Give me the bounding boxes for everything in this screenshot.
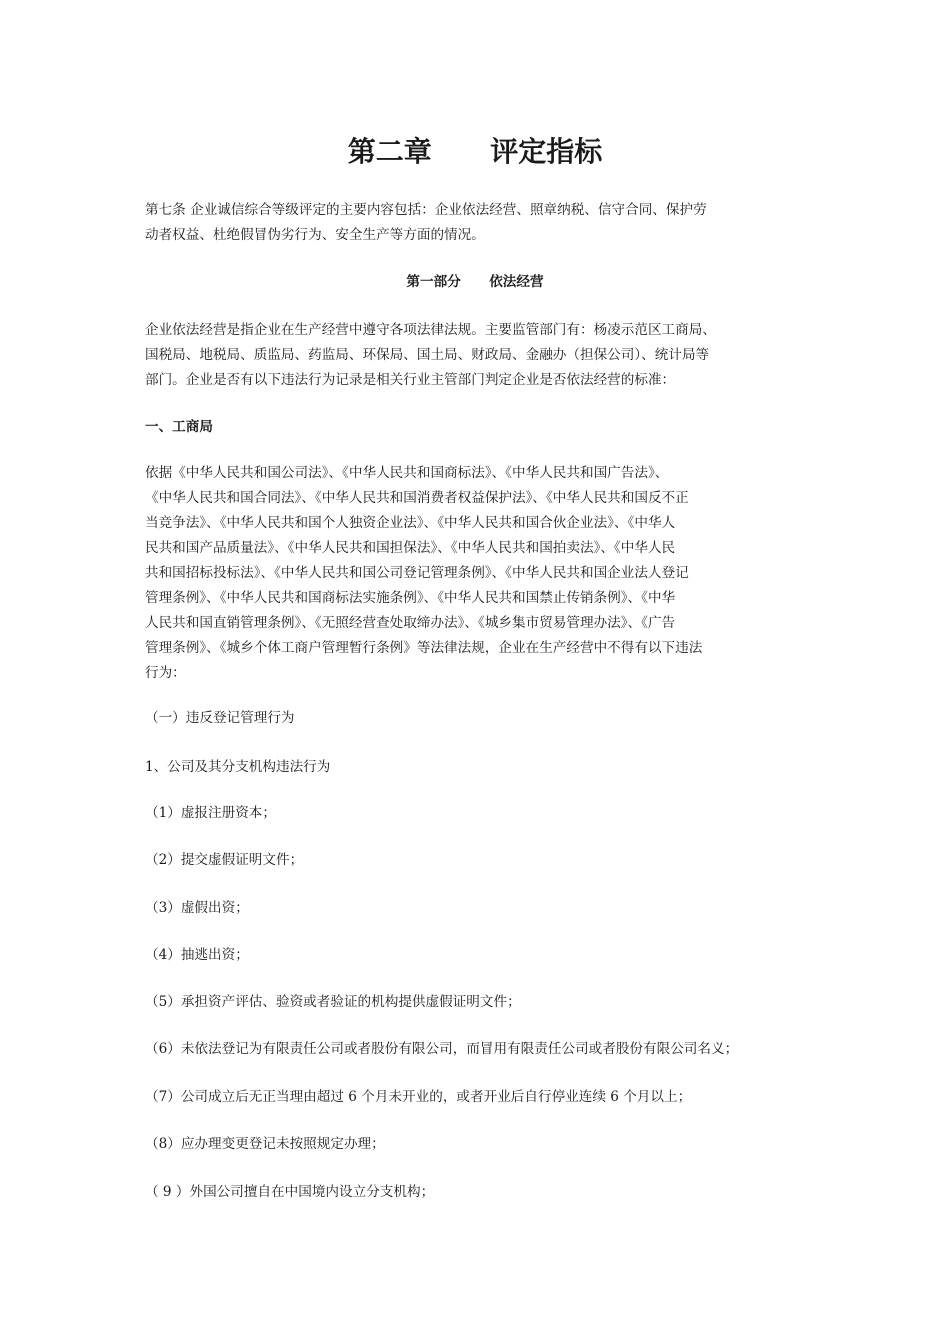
text-line: 动者权益、杜绝假冒伪劣行为、安全生产等方面的情况。	[145, 227, 485, 243]
text-line: 行为：	[145, 665, 186, 681]
list-item: （5）承担资产评估、验资或者验证的机构提供虚假证明文件；	[145, 994, 521, 1010]
article-7-paragraph	[145, 198, 825, 248]
text-line: 第七条 企业诚信综合等级评定的主要内容包括：企业依法经营、照章纳税、信守合同、保护劳	[145, 202, 707, 218]
text-line: 人民共和国直销管理条例》、《无照经营查处取缔办法》、《城乡集市贸易管理办法》、《广告	[145, 615, 676, 631]
laws-paragraph	[145, 461, 825, 686]
text-line: 部门。企业是否有以下违法行为记录是相关行业主管部门判定企业是否依法经营的标准：	[145, 372, 676, 388]
list-item: （6）未依法登记为有限责任公司或者股份有限公司，而冒用有限责任公司或者股份有限公司名义；	[145, 1041, 739, 1057]
text-line: 管理条例》、《城乡个体工商户管理暂行条例》等法律法规，企业在生产经营中不得有以下违法	[145, 640, 703, 656]
subsubsection-title: 1、公司及其分支机构违法行为	[145, 759, 331, 775]
list-item: （1）虚报注册资本；	[145, 805, 276, 821]
list-item: （8）应办理变更登记未按照规定办理；	[145, 1136, 385, 1152]
text-line: 共和国招标投标法》、《中华人民共和国公司登记管理条例》、《中华人民共和国企业法人登记	[145, 565, 689, 581]
list-item: （2）提交虚假证明文件；	[145, 852, 304, 868]
list-item: （3）虚假出资；	[145, 900, 249, 916]
text-line: 国税局、地税局、质监局、药监局、环保局、国土局、财政局、金融办（担保公司）、统计局等	[145, 347, 710, 363]
part-1-intro-paragraph	[145, 318, 825, 393]
text-line: 企业依法经营是指企业在生产经营中遵守各项法律法规。主要监管部门有：杨凌示范区工商局、	[145, 322, 716, 338]
text-line: 依据《中华人民共和国公司法》、《中华人民共和国商标法》、《中华人民共和国广告法》、	[145, 465, 669, 481]
text-line: 《中华人民共和国合同法》、《中华人民共和国消费者权益保护法》、《中华人民共和国反不正	[145, 490, 689, 506]
text-line: 当竞争法》、《中华人民共和国个人独资企业法》、《中华人民共和国合伙企业法》、《中华人	[145, 515, 676, 531]
subsection-title: （一）违反登记管理行为	[145, 710, 295, 726]
list-item: （7）公司成立后无正当理由超过 6 个月未开业的，或者开业后自行停业连续 6 个月以上；	[145, 1089, 692, 1105]
list-item: （4）抽逃出资；	[145, 947, 249, 963]
text-line: 民共和国产品质量法》、《中华人民共和国担保法》、《中华人民共和国拍卖法》、《中华人民	[145, 540, 676, 556]
chapter-title: 第二章 评定指标	[347, 135, 603, 168]
section-1-heading: 一、工商局	[145, 419, 213, 435]
text-line: 管理条例》、《中华人民共和国商标法实施条例》、《中华人民共和国禁止传销条例》、《中华	[145, 590, 676, 606]
part-1-title: 第一部分 依法经营	[406, 274, 544, 290]
list-item: （ 9 ）外国公司擅自在中国境内设立分支机构；	[145, 1184, 435, 1200]
